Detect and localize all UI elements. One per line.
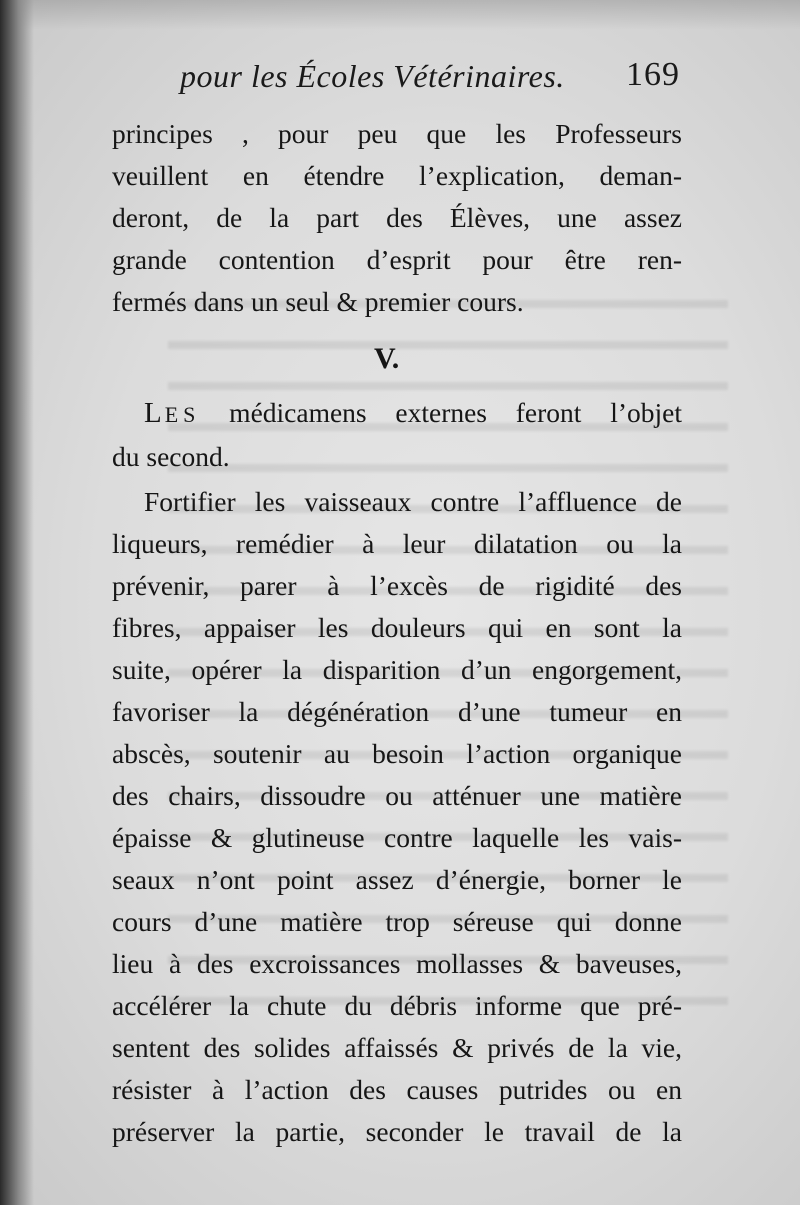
text-line: accélérer la chute du débris informe que pré- bbox=[112, 990, 682, 1021]
page-header bbox=[180, 58, 680, 102]
top-edge-shadow bbox=[0, 0, 800, 30]
text-line: principes , pour peu que les Professeurs bbox=[112, 118, 682, 149]
text-line: veuillent en étendre l’explication, deman- bbox=[112, 160, 682, 191]
text-line: deront, de la part des Élèves, une assez bbox=[112, 202, 682, 233]
text-line: du second. bbox=[112, 441, 230, 472]
text-line: Fortifier les vaisseaux contre l’affluence de bbox=[144, 486, 682, 517]
text-line: des chairs, dissoudre ou atténuer une matière bbox=[112, 780, 682, 811]
text-line: prévenir, parer à l’excès de rigidité des bbox=[112, 570, 682, 601]
text-line: lieu à des excroissances mollasses & baveuses, bbox=[112, 948, 682, 979]
text-line: fermés dans un seul & premier cours. bbox=[112, 286, 524, 317]
text-line: suite, opérer la disparition d’un engorgement, bbox=[112, 654, 682, 685]
line-text: médicamens externes feront l’objet bbox=[200, 397, 682, 428]
text-line: abscès, soutenir au besoin l’action organique bbox=[112, 738, 682, 769]
paragraph-external-medicines bbox=[112, 481, 682, 1153]
text-line bbox=[112, 392, 682, 436]
text-line: sentent des solides affaissés & privés de la vie, bbox=[112, 1032, 682, 1063]
binding-gutter-shadow bbox=[0, 0, 34, 1205]
section-heading: V. bbox=[374, 342, 400, 375]
text-line: préserver la partie, seconder le travail de la bbox=[112, 1116, 682, 1147]
text-line: favoriser la dégénération d’une tumeur en bbox=[112, 696, 682, 727]
text-line: seaux n’ont point assez d’énergie, borner le bbox=[112, 864, 682, 895]
text-line: liqueurs, remédier à leur dilatation ou la bbox=[112, 528, 682, 559]
page-number: 169 bbox=[626, 56, 680, 93]
text-line: grande contention d’esprit pour être ren- bbox=[112, 244, 682, 275]
paragraph-continuation bbox=[112, 113, 682, 323]
initial-letter: L bbox=[144, 397, 165, 429]
text-line: résister à l’action des causes putrides ou en bbox=[112, 1074, 682, 1105]
small-caps-text: ES bbox=[164, 402, 201, 427]
paragraph-second-course bbox=[112, 392, 682, 478]
text-line: fibres, appaiser les douleurs qui en sont la bbox=[112, 612, 682, 643]
text-line: épaisse & glutineuse contre laquelle les vais- bbox=[112, 822, 682, 853]
running-title: pour les Écoles Vétérinaires. bbox=[180, 58, 565, 94]
text-line: cours d’une matière trop séreuse qui donne bbox=[112, 906, 682, 937]
